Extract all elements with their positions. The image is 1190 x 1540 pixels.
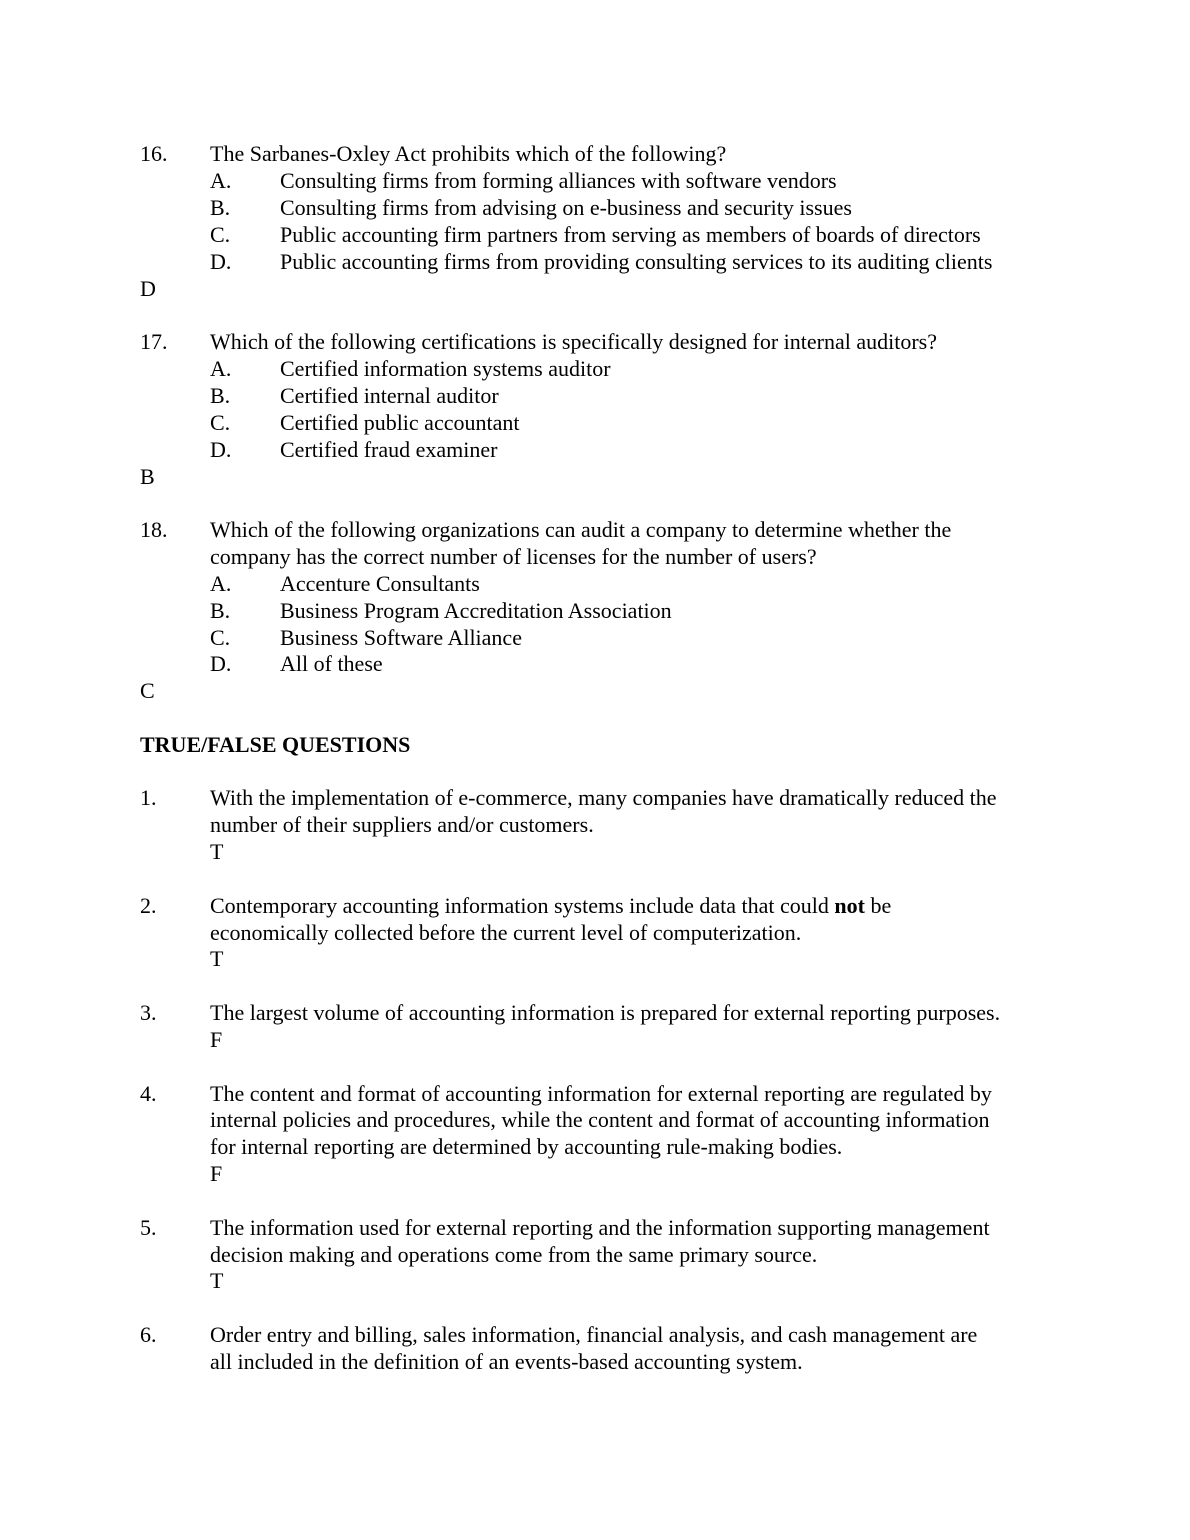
option-letter: A.	[210, 356, 232, 381]
question-text: Order entry and billing, sales information, financial analysis, and cash management are	[210, 1322, 978, 1347]
option-text: Business Program Accreditation Association	[280, 598, 672, 623]
question-text: With the implementation of e-commerce, many companies have dramatically reduced the	[210, 785, 997, 810]
emphasis-text: not	[834, 893, 865, 918]
question-text	[210, 892, 891, 919]
answer-key: T	[210, 946, 224, 971]
option-letter: D.	[210, 437, 232, 462]
question-text: The content and format of accounting information for external reporting are regulated by	[210, 1081, 992, 1106]
option-letter: B.	[210, 195, 231, 220]
answer-key: F	[210, 1027, 223, 1052]
answer-key: F	[210, 1161, 223, 1186]
question-number: 1.	[140, 785, 157, 810]
question-text: Which of the following organizations can audit a company to determine whether the	[210, 517, 952, 542]
question-text: all included in the definition of an events-based accounting system.	[210, 1349, 803, 1374]
question-text: The Sarbanes-Oxley Act prohibits which of the following?	[210, 141, 727, 166]
option-letter: C.	[210, 410, 231, 435]
option-letter: C.	[210, 625, 231, 650]
question-text: Which of the following certifications is specifically designed for internal auditors?	[210, 329, 937, 354]
option-text: Accenture Consultants	[280, 571, 480, 596]
question-text: company has the correct number of licenses for the number of users?	[210, 544, 817, 569]
option-text: Business Software Alliance	[280, 625, 522, 650]
option-text: Consulting firms from advising on e-business and security issues	[280, 195, 852, 220]
question-text: internal policies and procedures, while the content and format of accounting information	[210, 1107, 990, 1132]
answer-key: T	[210, 1268, 224, 1293]
option-text: Certified internal auditor	[280, 383, 499, 408]
answer-key: D	[140, 276, 156, 301]
option-letter: D.	[210, 249, 232, 274]
option-text: Certified fraud examiner	[280, 437, 498, 462]
question-text: The information used for external reporting and the information supporting management	[210, 1215, 990, 1240]
option-letter: A.	[210, 571, 232, 596]
question-text: economically collected before the current level of computerization.	[210, 920, 802, 945]
question-number: 5.	[140, 1215, 157, 1240]
question-number: 18.	[140, 517, 168, 542]
answer-key: C	[140, 678, 155, 703]
question-number: 16.	[140, 141, 168, 166]
question-text: number of their suppliers and/or customers.	[210, 812, 594, 837]
question-text-part: be	[864, 893, 892, 918]
option-text: Public accounting firms from providing consulting services to its auditing clients	[280, 249, 993, 274]
question-number: 2.	[140, 893, 157, 918]
answer-key: B	[140, 464, 155, 489]
option-text: Public accounting firm partners from serving as members of boards of directors	[280, 222, 981, 247]
question-number: 6.	[140, 1322, 157, 1347]
section-heading: TRUE/FALSE QUESTIONS	[140, 732, 411, 757]
option-letter: B.	[210, 598, 231, 623]
option-text: Certified information systems auditor	[280, 356, 611, 381]
option-letter: B.	[210, 383, 231, 408]
option-letter: D.	[210, 651, 232, 676]
option-text: All of these	[280, 651, 383, 676]
option-letter: A.	[210, 168, 232, 193]
question-text: decision making and operations come from the same primary source.	[210, 1242, 818, 1267]
question-text: for internal reporting are determined by accounting rule-making bodies.	[210, 1134, 843, 1159]
question-number: 17.	[140, 329, 168, 354]
answer-key: T	[210, 839, 224, 864]
option-text: Consulting firms from forming alliances with software vendors	[280, 168, 837, 193]
option-letter: C.	[210, 222, 231, 247]
question-number: 3.	[140, 1000, 157, 1025]
option-text: Certified public accountant	[280, 410, 520, 435]
question-text: The largest volume of accounting information is prepared for external reporting purposes.	[210, 1000, 1001, 1025]
question-text-part: Contemporary accounting information systems include data that could	[210, 893, 835, 918]
question-number: 4.	[140, 1081, 157, 1106]
